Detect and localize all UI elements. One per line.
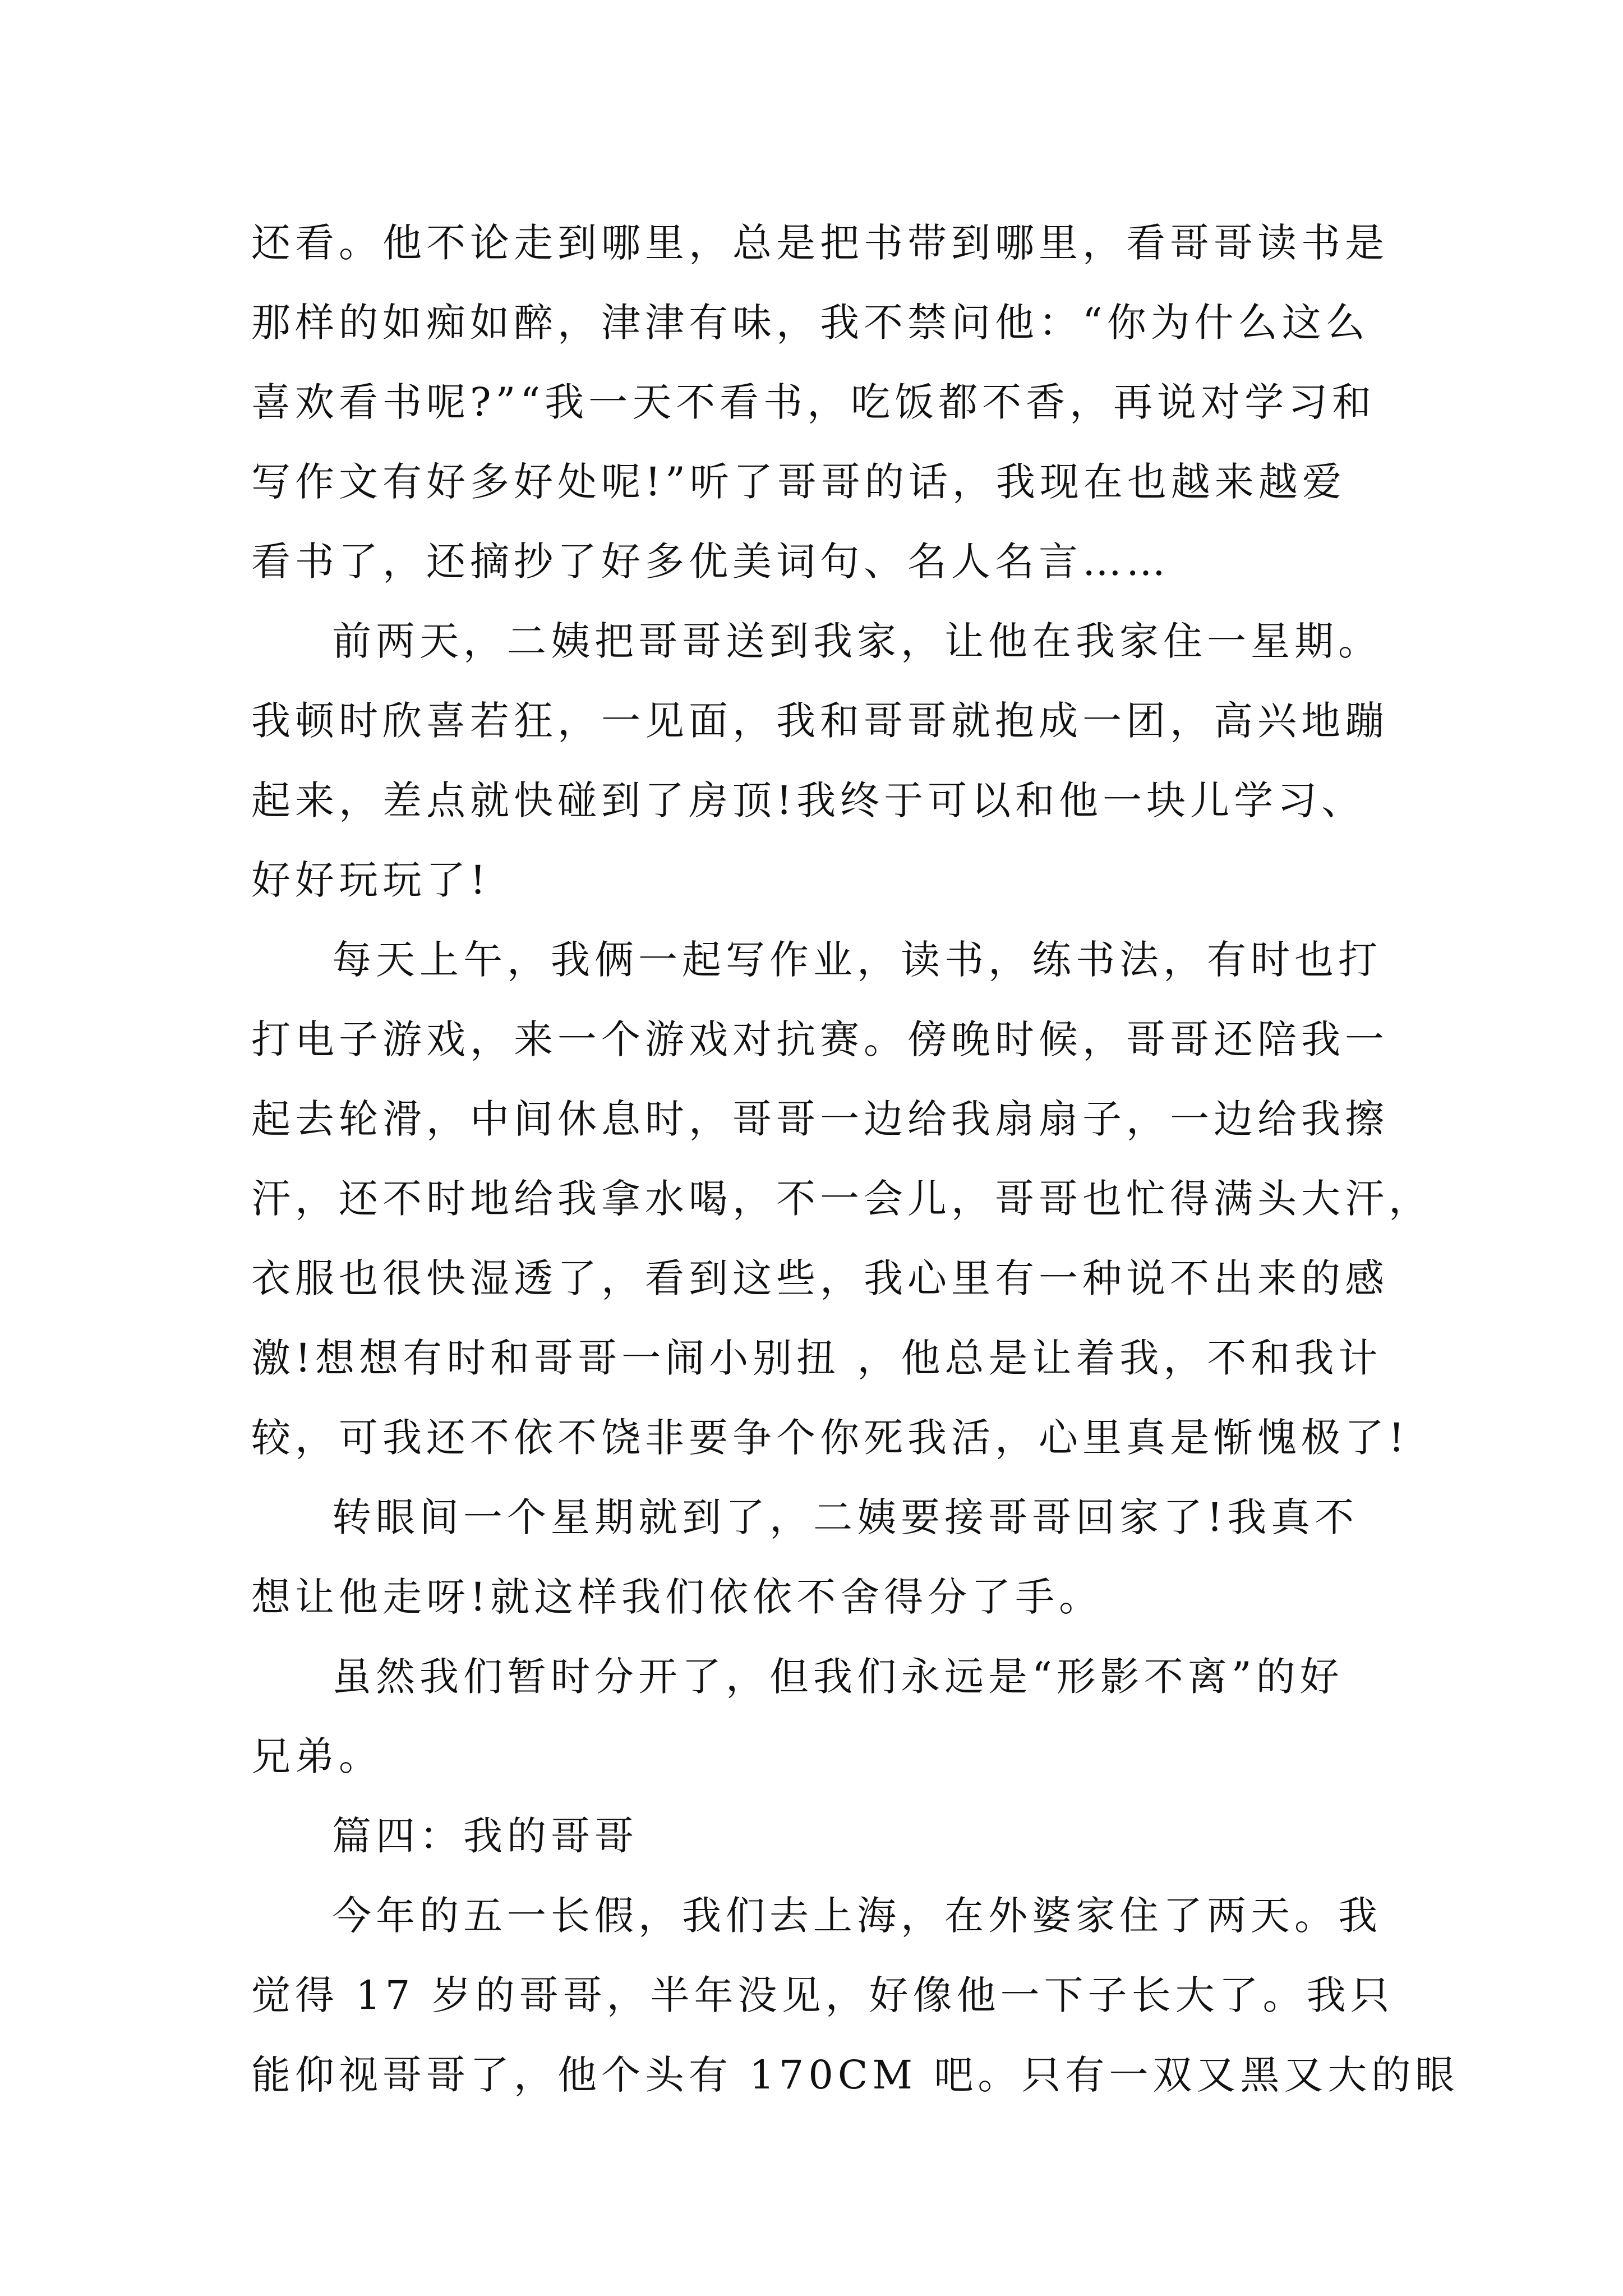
text-line: 还看。他不论走到哪里，总是把书带到哪里，看哥哥读书是 xyxy=(251,220,1389,266)
text-line: 写作文有好多好处呢!”听了哥哥的话，我现在也越来越爱 xyxy=(251,459,1346,505)
text-line: 起去轮滑，中间休息时，哥哥一边给我扇扇子，一边给我擦 xyxy=(251,1096,1389,1142)
text-line: 激!想想有时和哥哥一闹小别扭 ，他总是让着我，不和我计 xyxy=(251,1335,1382,1381)
text-line: 兄弟。 xyxy=(251,1733,382,1779)
text-line: 起来，差点就快碰到了房顶!我终于可以和他一块儿学习、 xyxy=(251,777,1366,823)
text-line: 那样的如痴如醉，津津有味，我不禁问他：“你为什么这么 xyxy=(251,300,1370,346)
text-line: 觉得 17 岁的哥哥，半年没见，好像他一下子长大了。我只 xyxy=(251,1972,1394,2018)
paragraph-first-line: 转眼间一个星期就到了，二姨要接哥哥回家了!我真不 xyxy=(332,1494,1359,1540)
paragraph-first-line: 前两天，二姨把哥哥送到我家，让他在我家住一星期。 xyxy=(332,618,1382,664)
text-line: 想让他走呀!就这样我们依依不舍得分了手。 xyxy=(251,1574,1103,1620)
text-line: 看书了，还摘抄了好多优美词句、名人名言…… xyxy=(251,539,1170,585)
text-line: 衣服也很快湿透了，看到这些，我心里有一种说不出来的感 xyxy=(251,1255,1389,1301)
text-line: 较，可我还不依不饶非要争个你死我活，心里真是惭愧极了! xyxy=(251,1415,1409,1461)
text-line: 喜欢看书呢?”“我一天不看书，吃饭都不香，再说对学习和 xyxy=(251,379,1376,425)
paragraph-first-line: 每天上午，我俩一起写作业，读书，练书法，有时也打 xyxy=(332,937,1382,983)
text-line: 能仰视哥哥了，他个头有 170CM 吧。只有一双又黑又大的眼 xyxy=(251,2052,1459,2098)
text-line: 我顿时欣喜若狂，一见面，我和哥哥就抱成一团，高兴地蹦 xyxy=(251,698,1389,744)
text-line: 打电子游戏，来一个游戏对抗赛。傍晚时候，哥哥还陪我一 xyxy=(251,1016,1389,1062)
paragraph-first-line: 虽然我们暂时分开了，但我们永远是“形影不离”的好 xyxy=(332,1654,1344,1700)
section-heading: 篇四：我的哥哥 xyxy=(332,1813,638,1859)
text-line: 汗，还不时地给我拿水喝，不一会儿，哥哥也忙得满头大汗， xyxy=(251,1176,1432,1222)
text-line: 好好玩玩了! xyxy=(251,857,491,903)
paragraph-first-line: 今年的五一长假，我们去上海，在外婆家住了两天。我 xyxy=(332,1893,1382,1939)
